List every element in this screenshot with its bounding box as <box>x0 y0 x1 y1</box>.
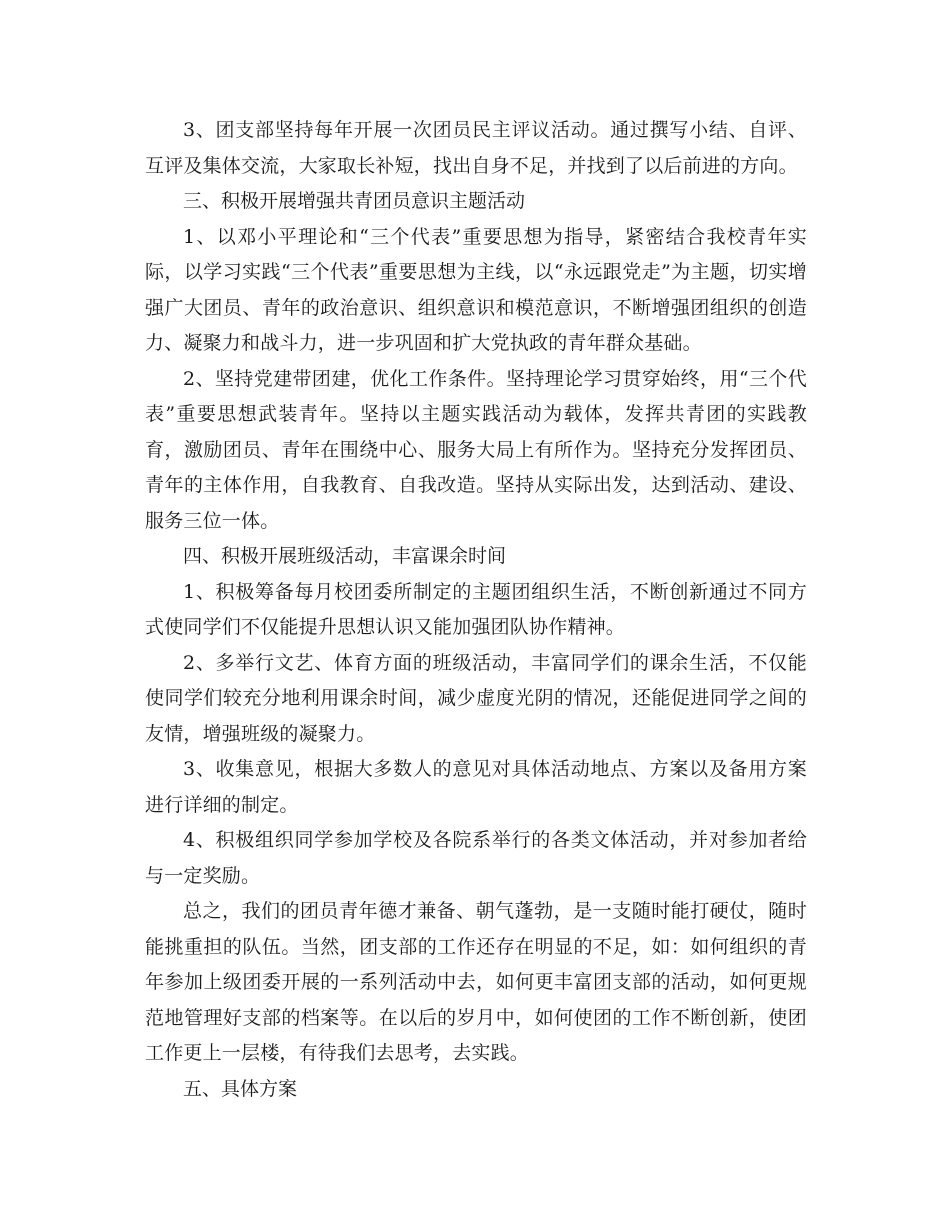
paragraph-item-2-party-building: 2、坚持党建带团建，优化工作条件。坚持理论学习贯穿始终，用“三个代表”重要思想武装青年。坚持以主题实践活动为载体，发挥共青团的实践教育，激励团员、青年在围绕中心、服务大局上有所作为。坚持充分发挥团员、青年的主体作用，自我教育、自我改造。坚持从实际出发，达到活动、建设、服务三位一体。 <box>145 367 807 532</box>
paragraph-item-3-collect-opinions: 3、收集意见，根据大多数人的意见对具体活动地点、方案以及备用方案进行详细的制定。 <box>145 758 807 816</box>
section-heading-5: 五、具体方案 <box>183 1077 298 1100</box>
document-body <box>145 113 807 1107</box>
section-heading-4: 四、积极开展班级活动，丰富课余时间 <box>183 545 507 567</box>
paragraph-summary: 总之，我们的团员青年德才兼备、朝气蓬勃，是一支随时能打硬仗，随时能挑重担的队伍。当然，团支部的工作还存在明显的不足，如：如何组织的青年参加上级团委开展的一系列活动中去，如何更丰富团支部的活动，如何更规范地管理好支部的档案等。在以后的岁月中，如何使团的工作不断创新，使团工作更上一层楼，有待我们去思考，去实践。 <box>145 900 807 1064</box>
section-heading-3: 三、积极开展增强共青团员意识主题活动 <box>183 190 526 212</box>
paragraph-item-2-class-activities: 2、多举行文艺、体育方面的班级活动，丰富同学们的课余生活，不仅能使同学们较充分地利用课余时间，减少虚度光阴的情况，还能促进同学之间的友情，增强班级的凝聚力。 <box>145 651 807 745</box>
paragraph-item-4-cultural-sports: 4、积极组织同学参加学校及各院系举行的各类文体活动，并对参加者给与一定奖励。 <box>145 829 807 887</box>
paragraph-item-1-monthly-activities: 1、积极筹备每月校团委所制定的主题团组织生活，不断创新通过不同方式使同学们不仅能提升思想认识又能加强团队协作精神。 <box>145 580 807 638</box>
paragraph-item-1-guidance: 1、以邓小平理论和“三个代表”重要思想为指导，紧密结合我校青年实际，以学习实践“三个代表”重要思想为主线，以“永远跟党走”为主题，切实增强广大团员、青年的政治意识、组织意识和模范意识，不断增强团组织的创造力、凝聚力和战斗力，进一步巩固和扩大党执政的青年群众基础。 <box>145 225 807 354</box>
paragraph-item-3-democratic-review: 3、团支部坚持每年开展一次团员民主评议活动。通过撰写小结、自评、互评及集体交流，大家取长补短，找出自身不足，并找到了以后前进的方向。 <box>145 119 807 177</box>
